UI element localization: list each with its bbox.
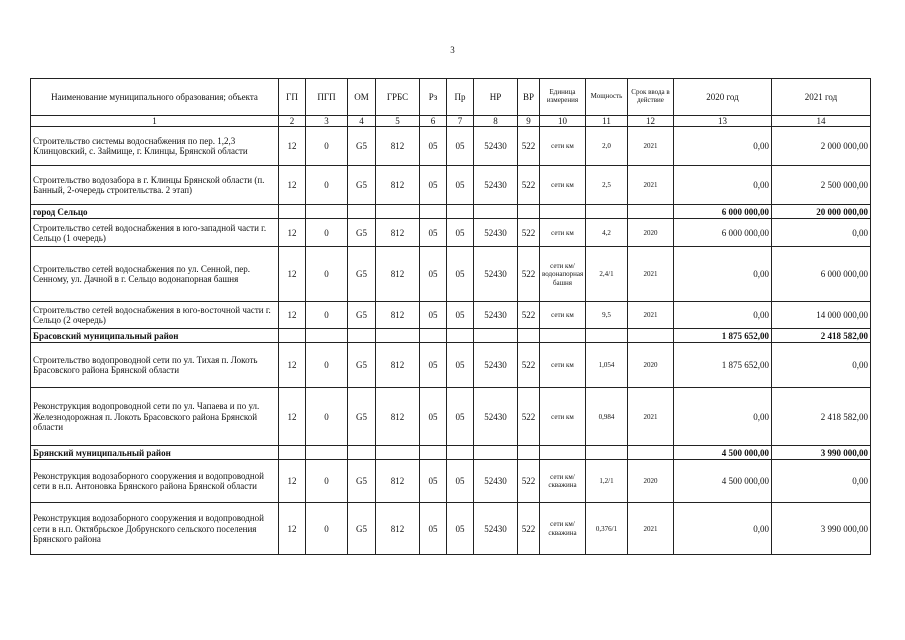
group-name: Брянский муниципальный район [31, 446, 279, 460]
cell-pr: 05 [447, 166, 474, 205]
cell-nr: 52430 [474, 503, 518, 555]
cell-power: 2,5 [586, 166, 628, 205]
cell-2021: 2 000 000,00 [772, 127, 871, 166]
cell-term: 2021 [628, 166, 674, 205]
cell-om: G5 [348, 166, 376, 205]
cell-rz: 05 [420, 247, 447, 302]
object-name: Реконструкция водозаборного сооружения и водопроводной сети в н.п. Антоновка Брянского района Брянской области [31, 460, 279, 503]
header-2020: 2020 год [674, 79, 772, 116]
cell-gp: 12 [279, 247, 306, 302]
cell-term: 2020 [628, 460, 674, 503]
cell-2020: 0,00 [674, 247, 772, 302]
table-row [31, 460, 871, 503]
cell-power: 1,2/1 [586, 460, 628, 503]
group-total-2021: 2 418 582,00 [772, 329, 871, 343]
cell-power: 2,4/1 [586, 247, 628, 302]
cell-pr: 05 [447, 343, 474, 388]
group-name: город Сельцо [31, 205, 279, 219]
group-row [31, 446, 871, 460]
cell-pr: 05 [447, 247, 474, 302]
cell-pgp: 0 [306, 388, 348, 446]
cell-grbs: 812 [376, 302, 420, 329]
cell-nr: 52430 [474, 388, 518, 446]
cell-2020: 0,00 [674, 388, 772, 446]
cell-grbs: 812 [376, 219, 420, 247]
object-name: Строительство сетей водоснабжения в юго-западной части г. Сельцо (1 очередь) [31, 219, 279, 247]
cell-rz: 05 [420, 460, 447, 503]
object-name: Строительство системы водоснабжения по пер. 1,2,3 Клинцовский, с. Займище, г. Клинцы, Брянской области [31, 127, 279, 166]
object-name: Реконструкция водозаборного сооружения и водопроводной сети в н.п. Октябрьское Добрунского сельского поселения Брянского района [31, 503, 279, 555]
cell-pr: 05 [447, 127, 474, 166]
cell-2020: 0,00 [674, 503, 772, 555]
cell-nr: 52430 [474, 247, 518, 302]
column-number: 14 [772, 116, 871, 127]
cell-unit: сети км/скважина [540, 460, 586, 503]
cell-om: G5 [348, 460, 376, 503]
table-row [31, 166, 871, 205]
cell-vr: 522 [518, 166, 540, 205]
cell-om: G5 [348, 343, 376, 388]
cell-gp: 12 [279, 219, 306, 247]
cell-rz: 05 [420, 166, 447, 205]
group-total-2021: 20 000 000,00 [772, 205, 871, 219]
column-number: 4 [348, 116, 376, 127]
cell-om: G5 [348, 247, 376, 302]
table-row [31, 247, 871, 302]
cell-om: G5 [348, 302, 376, 329]
cell-rz: 05 [420, 302, 447, 329]
column-number: 9 [518, 116, 540, 127]
group-total-2021: 3 990 000,00 [772, 446, 871, 460]
object-name: Реконструкция водопроводной сети по ул. Чапаева и по ул. Железнодорожная п. Локоть Брасовского района Брянской области [31, 388, 279, 446]
column-number: 13 [674, 116, 772, 127]
cell-2021: 2 418 582,00 [772, 388, 871, 446]
cell-power: 1,054 [586, 343, 628, 388]
group-total-2020: 1 875 652,00 [674, 329, 772, 343]
cell-unit: сети км [540, 302, 586, 329]
group-name: Брасовский муниципальный район [31, 329, 279, 343]
column-number: 8 [474, 116, 518, 127]
object-name: Строительство водопроводной сети по ул. Тихая п. Локоть Брасовского района Брянской области [31, 343, 279, 388]
table-row [31, 302, 871, 329]
cell-2021: 2 500 000,00 [772, 166, 871, 205]
cell-nr: 52430 [474, 302, 518, 329]
cell-pr: 05 [447, 302, 474, 329]
cell-rz: 05 [420, 127, 447, 166]
page-number: 3 [450, 45, 455, 55]
cell-vr: 522 [518, 503, 540, 555]
column-number: 1 [31, 116, 279, 127]
cell-pgp: 0 [306, 166, 348, 205]
header-om: ОМ [348, 79, 376, 116]
cell-vr: 522 [518, 247, 540, 302]
cell-pgp: 0 [306, 247, 348, 302]
header-nr: НР [474, 79, 518, 116]
cell-2021: 0,00 [772, 460, 871, 503]
header-unit: Единица измерения [540, 79, 586, 116]
budget-table [30, 78, 871, 555]
cell-grbs: 812 [376, 503, 420, 555]
cell-grbs: 812 [376, 343, 420, 388]
cell-2020: 0,00 [674, 127, 772, 166]
cell-pr: 05 [447, 388, 474, 446]
cell-vr: 522 [518, 388, 540, 446]
cell-nr: 52430 [474, 343, 518, 388]
cell-gp: 12 [279, 503, 306, 555]
header-grbs: ГРБС [376, 79, 420, 116]
header-pr: Пр [447, 79, 474, 116]
cell-grbs: 812 [376, 460, 420, 503]
object-name: Строительство сетей водоснабжения в юго-восточной части г. Сельцо (2 очередь) [31, 302, 279, 329]
column-number: 10 [540, 116, 586, 127]
cell-2021: 3 990 000,00 [772, 503, 871, 555]
cell-unit: сети км [540, 219, 586, 247]
group-row [31, 205, 871, 219]
cell-nr: 52430 [474, 166, 518, 205]
cell-nr: 52430 [474, 219, 518, 247]
cell-nr: 52430 [474, 127, 518, 166]
cell-power: 0,376/1 [586, 503, 628, 555]
cell-2020: 0,00 [674, 302, 772, 329]
cell-gp: 12 [279, 302, 306, 329]
cell-term: 2021 [628, 388, 674, 446]
cell-unit: сети км/скважина [540, 503, 586, 555]
object-name: Строительство сетей водоснабжения по ул. Сенной, пер. Сенному, ул. Дачной в г. Сельцо водонапорная башня [31, 247, 279, 302]
object-name: Строительство водозабора в г. Клинцы Брянской области (п. Банный, 2-очередь строительства. 2 этап) [31, 166, 279, 205]
header-pgp: ПГП [306, 79, 348, 116]
column-number: 12 [628, 116, 674, 127]
table-row [31, 503, 871, 555]
column-number: 11 [586, 116, 628, 127]
cell-rz: 05 [420, 219, 447, 247]
cell-unit: сети км/водонапорная башня [540, 247, 586, 302]
cell-2020: 0,00 [674, 166, 772, 205]
cell-unit: сети км [540, 127, 586, 166]
cell-grbs: 812 [376, 388, 420, 446]
cell-pgp: 0 [306, 503, 348, 555]
cell-rz: 05 [420, 503, 447, 555]
cell-unit: сети км [540, 166, 586, 205]
header-row [31, 79, 871, 116]
cell-unit: сети км [540, 388, 586, 446]
cell-grbs: 812 [376, 127, 420, 166]
cell-rz: 05 [420, 388, 447, 446]
cell-om: G5 [348, 503, 376, 555]
cell-2020: 4 500 000,00 [674, 460, 772, 503]
cell-power: 4,2 [586, 219, 628, 247]
table-row [31, 127, 871, 166]
header-power: Мощность [586, 79, 628, 116]
table-row [31, 388, 871, 446]
cell-nr: 52430 [474, 460, 518, 503]
header-term: Срок ввода в действие [628, 79, 674, 116]
cell-pgp: 0 [306, 460, 348, 503]
column-number: 3 [306, 116, 348, 127]
cell-pr: 05 [447, 503, 474, 555]
header-gp: ГП [279, 79, 306, 116]
cell-rz: 05 [420, 343, 447, 388]
column-number-row [31, 116, 871, 127]
cell-om: G5 [348, 127, 376, 166]
cell-vr: 522 [518, 127, 540, 166]
table-row [31, 219, 871, 247]
cell-2021: 0,00 [772, 343, 871, 388]
column-number: 7 [447, 116, 474, 127]
cell-2021: 14 000 000,00 [772, 302, 871, 329]
column-number: 2 [279, 116, 306, 127]
cell-vr: 522 [518, 343, 540, 388]
cell-term: 2021 [628, 302, 674, 329]
cell-pgp: 0 [306, 127, 348, 166]
cell-gp: 12 [279, 127, 306, 166]
table-row [31, 343, 871, 388]
cell-term: 2020 [628, 343, 674, 388]
cell-power: 0,984 [586, 388, 628, 446]
cell-vr: 522 [518, 302, 540, 329]
cell-vr: 522 [518, 219, 540, 247]
cell-om: G5 [348, 219, 376, 247]
cell-power: 2,0 [586, 127, 628, 166]
cell-term: 2020 [628, 219, 674, 247]
cell-2020: 6 000 000,00 [674, 219, 772, 247]
cell-grbs: 812 [376, 166, 420, 205]
cell-power: 9,5 [586, 302, 628, 329]
cell-pgp: 0 [306, 302, 348, 329]
header-2021: 2021 год [772, 79, 871, 116]
cell-term: 2021 [628, 127, 674, 166]
cell-gp: 12 [279, 166, 306, 205]
column-number: 6 [420, 116, 447, 127]
header-name: Наименование муниципального образования; объекта [31, 79, 279, 116]
cell-term: 2021 [628, 247, 674, 302]
cell-pgp: 0 [306, 343, 348, 388]
cell-2020: 1 875 652,00 [674, 343, 772, 388]
cell-2021: 6 000 000,00 [772, 247, 871, 302]
cell-2021: 0,00 [772, 219, 871, 247]
cell-pr: 05 [447, 219, 474, 247]
column-number: 5 [376, 116, 420, 127]
cell-gp: 12 [279, 460, 306, 503]
cell-grbs: 812 [376, 247, 420, 302]
cell-om: G5 [348, 388, 376, 446]
header-vr: ВР [518, 79, 540, 116]
cell-pr: 05 [447, 460, 474, 503]
cell-gp: 12 [279, 388, 306, 446]
cell-unit: сети км [540, 343, 586, 388]
group-row [31, 329, 871, 343]
cell-gp: 12 [279, 343, 306, 388]
group-total-2020: 6 000 000,00 [674, 205, 772, 219]
header-rz: Рз [420, 79, 447, 116]
group-total-2020: 4 500 000,00 [674, 446, 772, 460]
cell-term: 2021 [628, 503, 674, 555]
cell-pgp: 0 [306, 219, 348, 247]
cell-vr: 522 [518, 460, 540, 503]
